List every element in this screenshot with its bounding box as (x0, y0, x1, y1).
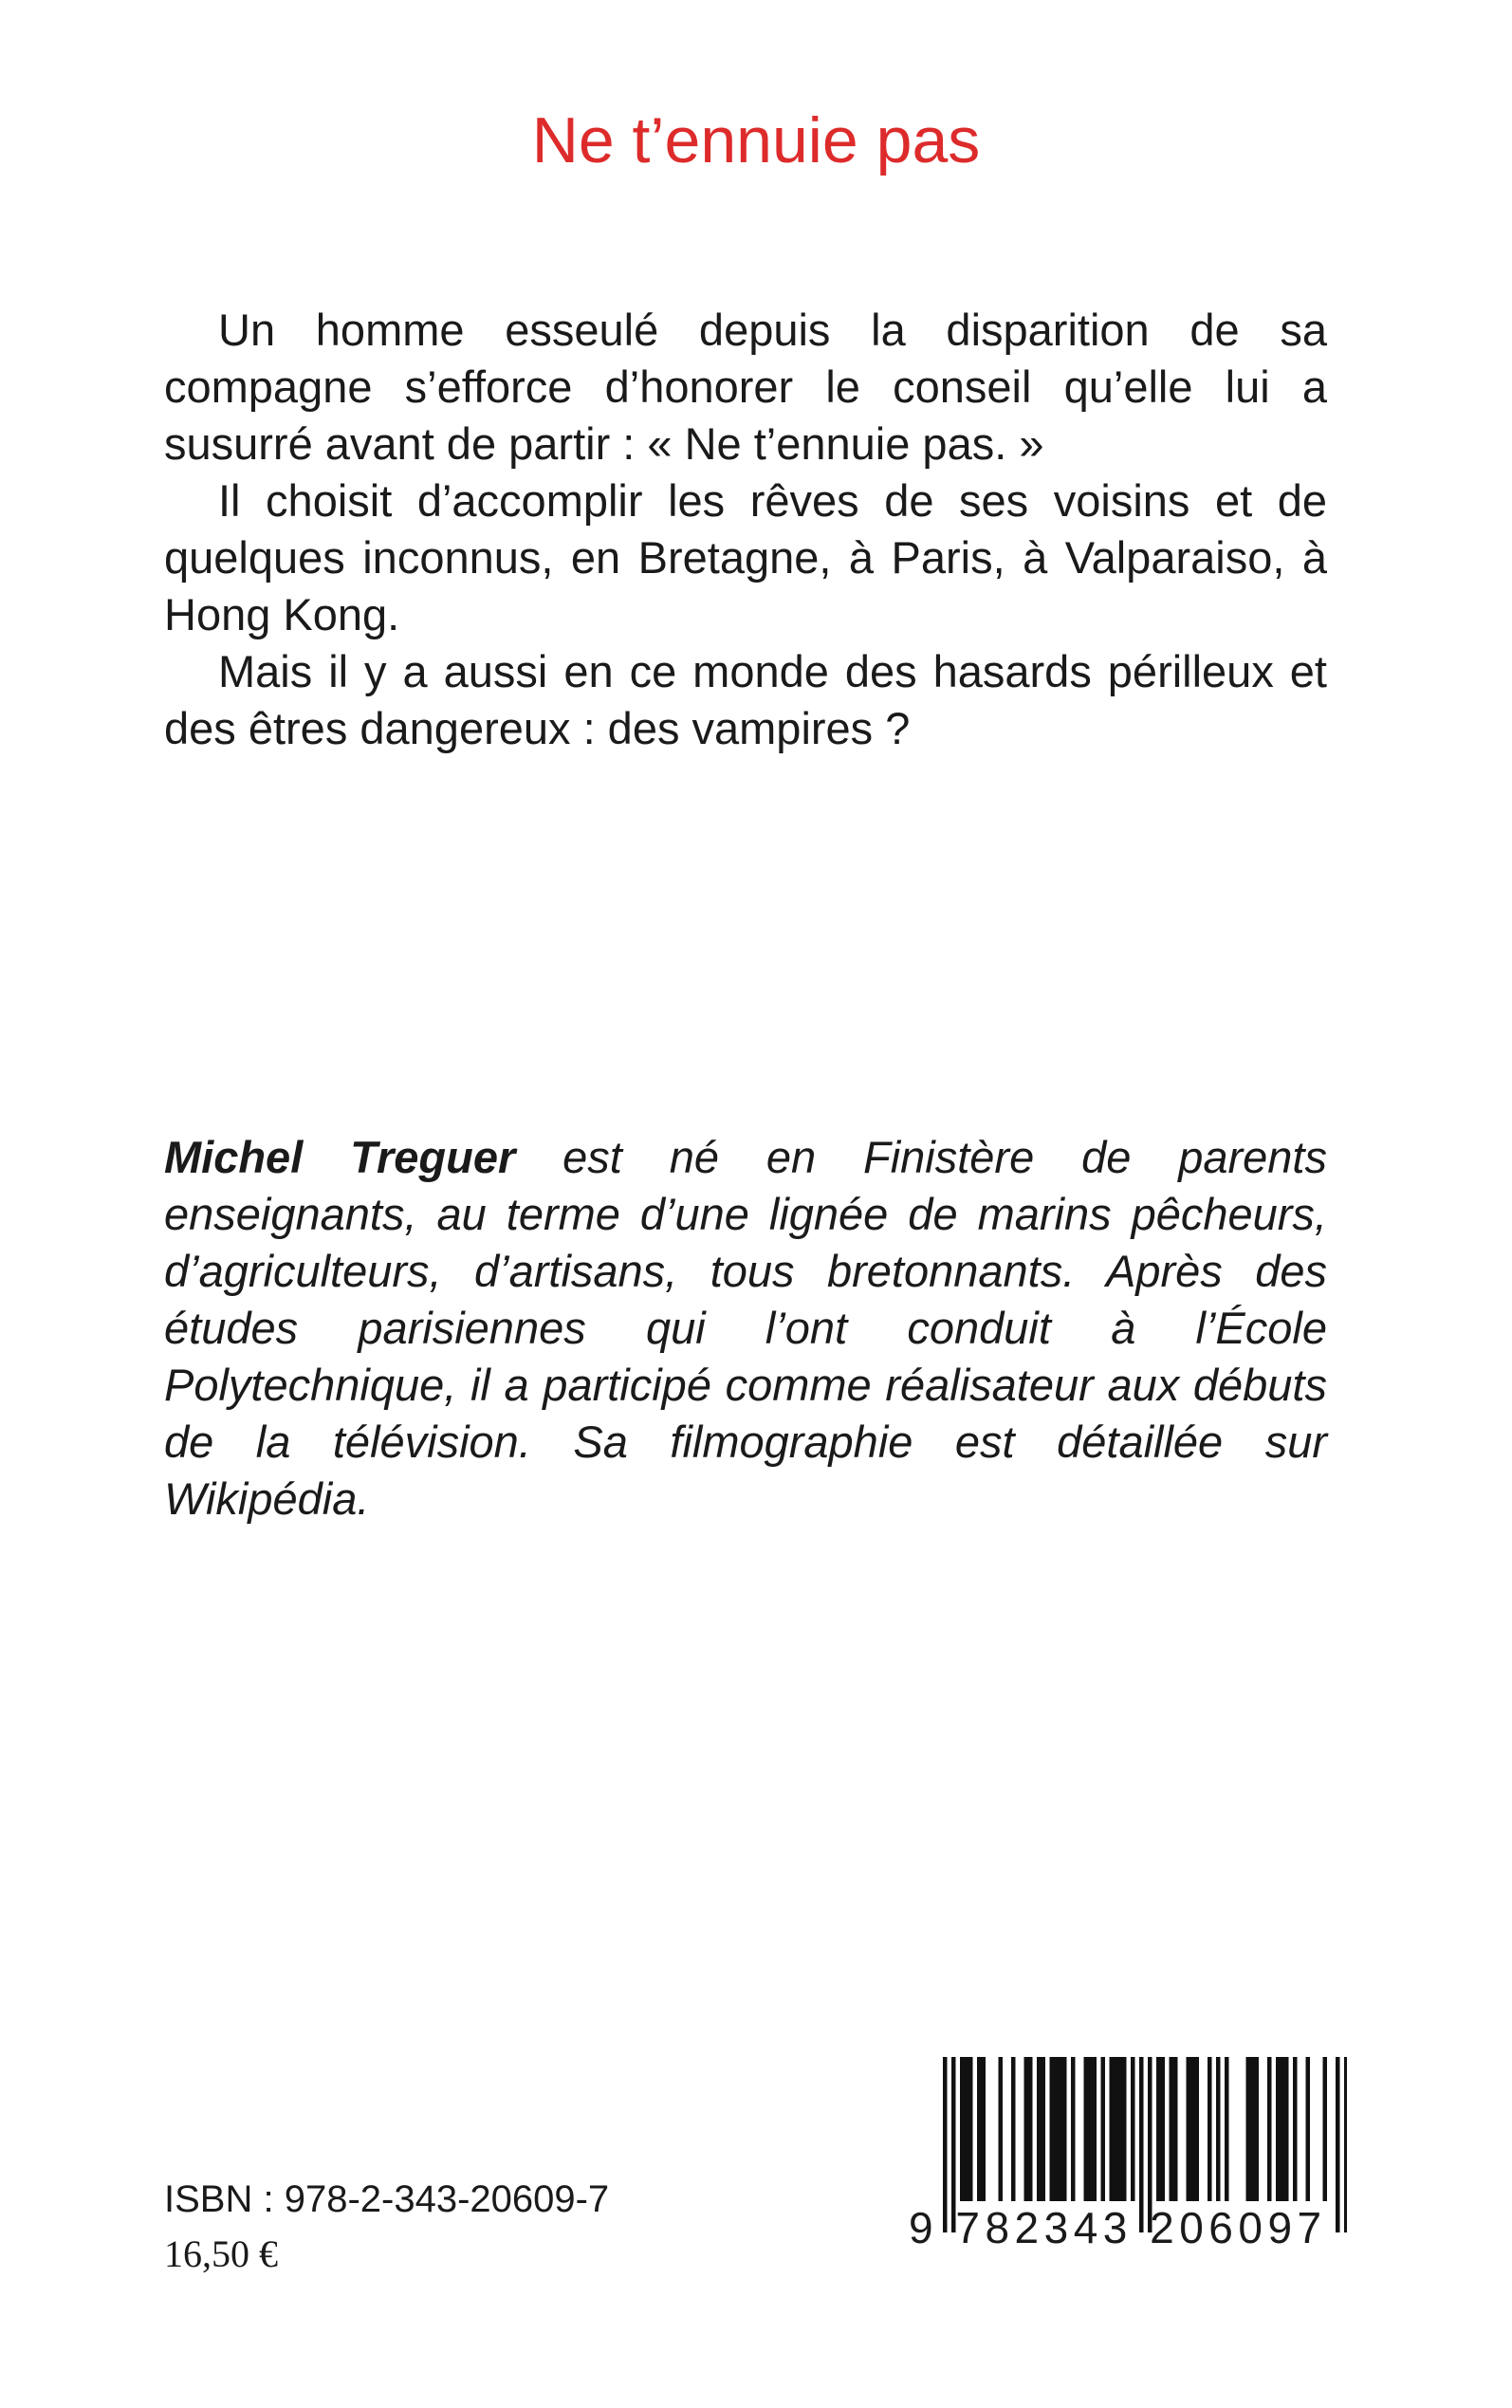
barcode-bar (1187, 2057, 1191, 2201)
barcode-bar (1042, 2057, 1046, 2201)
barcode-bar (977, 2057, 982, 2201)
barcode-bar (1011, 2057, 1016, 2201)
barcode-bar (1054, 2057, 1059, 2201)
barcode-bar (960, 2057, 965, 2201)
barcode-bar (1208, 2057, 1212, 2201)
barcode-bar (1131, 2057, 1135, 2201)
author-name: Michel Treguer (164, 1132, 516, 1182)
isbn: ISBN : 978-2-343-20609-7 (164, 2178, 610, 2220)
barcode-bar (1225, 2057, 1229, 2201)
price: 16,50 € (164, 2232, 278, 2275)
author-bio-paragraph (164, 1129, 1327, 1528)
barcode-bar (1050, 2057, 1055, 2201)
blurb-paragraph-1: Un homme esseulé depuis la disparition de sa compagne s’efforce d’honorer le conseil qu’elle lui a susurré avant de partir : « Ne t’ennuie pas. » (164, 305, 1327, 469)
barcode-bar (1156, 2057, 1161, 2201)
barcode-bar (1195, 2057, 1200, 2201)
barcode-bar (1062, 2057, 1067, 2201)
blurb-paragraph-2: Il choisit d’accomplir les rêves de ses voisins et de quelques inconnus, en Bretagne, à Paris, à Valparaiso, à Hong Kong. (164, 475, 1327, 639)
barcode-bar (1170, 2057, 1174, 2201)
barcode-bar (1267, 2057, 1272, 2201)
barcode-bar (1255, 2057, 1260, 2201)
barcode-bar (1088, 2057, 1093, 2201)
barcode-bar (1190, 2057, 1195, 2201)
barcode-bar (1250, 2057, 1255, 2201)
barcode-bar (1293, 2057, 1298, 2201)
blurb (164, 302, 1327, 757)
barcode-bar (1161, 2057, 1166, 2201)
barcode-bar (1281, 2057, 1285, 2201)
barcode-bar (1173, 2057, 1178, 2201)
barcode-bar (1284, 2057, 1289, 2201)
barcode-bar (1216, 2057, 1221, 2201)
barcode-bar (968, 2057, 973, 2201)
barcode-bar (1101, 2057, 1106, 2201)
barcode-bar (1323, 2057, 1328, 2201)
blurb-paragraph-3: Mais il y a aussi en ce monde des hasards périlleux et des êtres dangereux : des vampires ? (164, 646, 1327, 753)
barcode-bar (1093, 2057, 1097, 2201)
author-bio (164, 1129, 1327, 1528)
barcode-bar (1276, 2057, 1281, 2201)
barcode-bar (1118, 2057, 1123, 2201)
book-title: Ne t’ennuie pas (531, 104, 981, 176)
barcode-bar (965, 2057, 969, 2201)
author-bio-text: est né en Finistère de parents enseignants, au terme d’une lignée de marins pêcheurs, d’agriculteurs, d’artisans, tous bretonnants. Après des études parisiennes qui l’ont conduit à l’École Polytechnique, il a participé comme réalisateur aux débuts de la télévision. Sa filmographie est détaillée sur Wikipédia. (164, 1132, 1327, 1524)
barcode-bar (982, 2057, 986, 2201)
barcode-bar (1122, 2057, 1127, 2201)
barcode-bar (1246, 2057, 1251, 2201)
barcode-bar (1059, 2057, 1063, 2201)
barcode-bar (1024, 2057, 1029, 2201)
barcode-bar (999, 2057, 1004, 2201)
barcode-digits: 9 782343 206097 (909, 2203, 1327, 2252)
barcode-bar (1037, 2057, 1042, 2201)
barcode-bar (1028, 2057, 1033, 2201)
barcode-bar (1110, 2057, 1115, 2201)
barcode-bar (1306, 2057, 1311, 2201)
barcode-bar (1071, 2057, 1076, 2201)
barcode-bar (1084, 2057, 1089, 2201)
barcode-bar (1114, 2057, 1118, 2201)
barcode-icon (909, 2057, 1347, 2294)
